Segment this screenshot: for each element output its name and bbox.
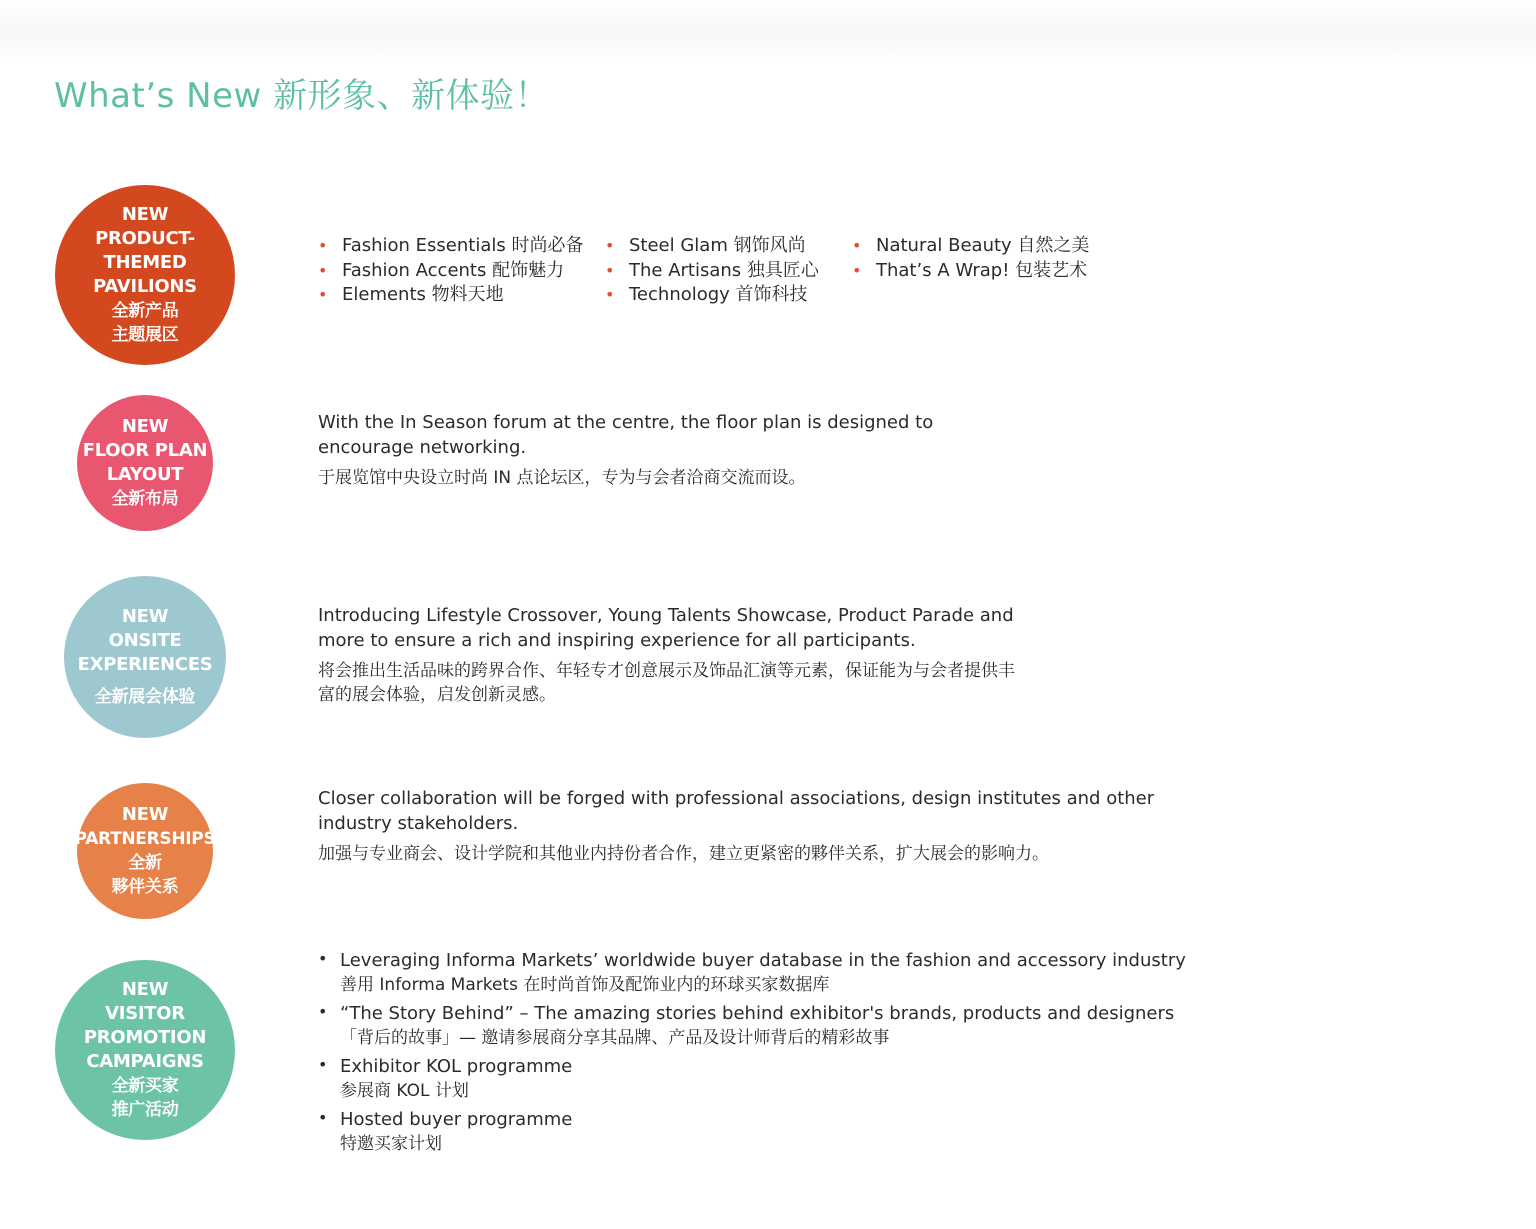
badge-line: EXPERIENCES [77,654,213,675]
badge-line: PAVILIONS [93,276,197,297]
promotion-item [318,1002,1218,1050]
promotion-item [318,1055,1218,1103]
badge-line: CAMPAIGNS [86,1051,204,1072]
description-zh: 将会推出生活品味的跨界合作、年轻专才创意展示及饰品汇演等元素，保证能为与会者提供丰富的展会体验，启发创新灵感。 [318,661,1015,705]
promotion-en: • Leveraging Informa Markets’ worldwide buyer database in the fashion and accessory industry [340,950,1186,971]
badge-line: NEW [121,204,169,225]
promotion-en: • Hosted buyer programme [340,1109,573,1130]
badge-onsite-experiences [64,576,226,738]
promotion-en: • “The Story Behind” – The amazing stories behind exhibitor's brands, products and designers [340,1003,1175,1024]
badge-visitor-promotion-campaigns [55,960,235,1140]
pavilion-list-column-1 [318,234,583,308]
badge-line: ONSITE [108,630,182,651]
badge-line: FLOOR PLAN [82,440,208,461]
badge-line: 全新买家 [111,1076,179,1096]
pavilion-list-column-3 [852,234,1089,283]
pavilion-item: • Steel Glam 钢饰风尚 [605,234,819,259]
pavilion-item: • Technology 首饰科技 [605,283,819,308]
badge-line: 夥伴关系 [111,877,179,897]
badge-line: NEW [121,804,169,825]
promotion-zh: 参展商 KOL 计划 [340,1081,469,1101]
page-title: What’s New 新形象、新体验！ [54,76,550,116]
pavilion-item: • Fashion Accents 配饰魅力 [318,259,583,284]
badge-line: 主题展区 [111,325,179,345]
pavilion-item: • Fashion Essentials 时尚必备 [318,234,583,259]
badge-line: 全新展会体验 [94,687,196,707]
promotion-item [318,949,1218,997]
onsite-experiences-description [318,604,1018,707]
badge-product-themed-pavilions [55,185,235,365]
description-zh: 加强与专业商会、设计学院和其他业内持份者合作，建立更紧密的夥伴关系，扩大展会的影响力。 [318,844,1049,864]
promotion-zh: 特邀买家计划 [340,1134,442,1154]
badge-line: VISITOR [105,1003,185,1024]
description-en: With the In Season forum at the centre, the floor plan is designed to encourage networking. [318,412,934,458]
pavilion-item: • That’s A Wrap! 包装艺术 [852,259,1089,284]
pavilion-item: • Elements 物料天地 [318,283,583,308]
badge-line: LAYOUT [106,464,184,485]
description-en: Closer collaboration will be forged with professional associations, design institutes and other industry stakeholders. [318,788,1155,834]
badge-line: 全新 [128,853,162,873]
description-zh: 于展览馆中央设立时尚 IN 点论坛区，专为与会者洽商交流而设。 [318,468,806,488]
badge-line: THEMED [103,252,187,273]
badge-line: PRODUCT- [95,228,195,249]
floor-plan-description [318,411,998,490]
top-gradient-band [0,0,1536,60]
partnerships-description [318,787,1158,866]
visitor-promotion-list [318,949,1218,1161]
pavilion-list-column-2 [605,234,819,308]
badge-floor-plan-layout [77,395,213,531]
badge-line: 全新布局 [111,489,179,509]
pavilion-item: • Natural Beauty 自然之美 [852,234,1089,259]
promotion-zh: 「背后的故事」— 邀请参展商分享其品牌、产品及设计师背后的精彩故事 [340,1028,890,1048]
promotion-en: • Exhibitor KOL programme [340,1056,573,1077]
promotion-zh: 善用 Informa Markets 在时尚首饰及配饰业内的环球买家数据库 [340,975,830,995]
badge-line: NEW [121,979,169,1000]
badge-partnerships [74,783,216,919]
badge-line: PROMOTION [83,1027,207,1048]
badge-line: 全新产品 [111,301,179,321]
badge-line: 推广活动 [111,1100,179,1120]
description-en: Introducing Lifestyle Crossover, Young Talents Showcase, Product Parade and more to ensure a rich and inspiring experience for all participants. [318,605,1014,651]
pavilion-item: • The Artisans 独具匠心 [605,259,819,284]
badge-line: PARTNERSHIPS [74,829,216,849]
badge-line: NEW [121,606,169,627]
badge-line: NEW [121,416,169,437]
promotion-item [318,1108,1218,1156]
